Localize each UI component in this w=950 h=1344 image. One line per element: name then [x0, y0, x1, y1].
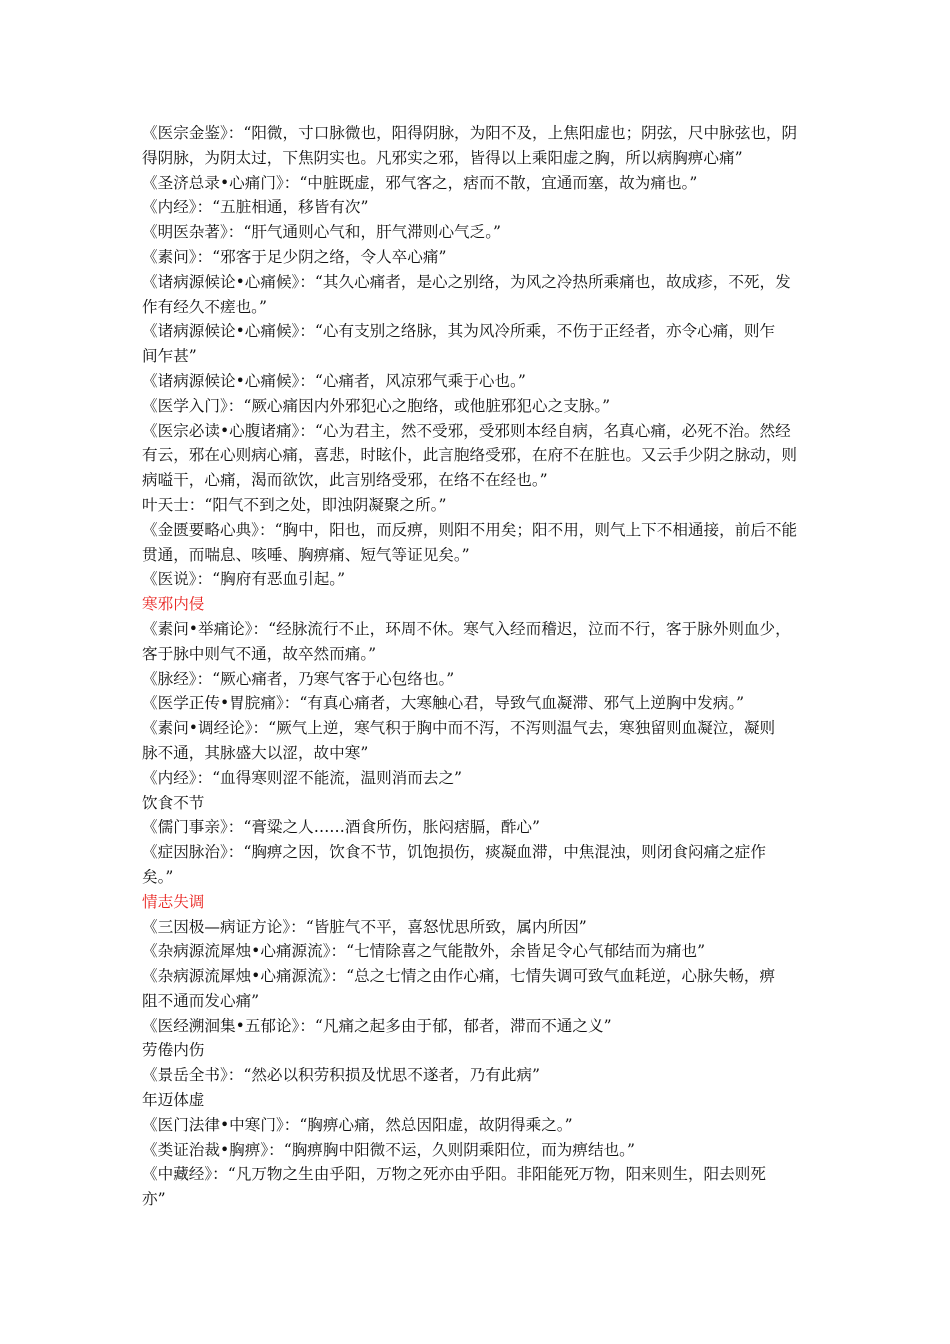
quote-line: 《医门法律•中寒门》：“胸痹心痛，然总因阳虚，故阴得乘之。” — [142, 1115, 573, 1134]
quote-line: 矣。” — [142, 867, 174, 886]
quote-paragraph — [142, 171, 810, 196]
quote-paragraph — [142, 419, 810, 493]
quote-line: 《圣济总录•心痛门》：“中脏既虚，邪气客之，痞而不散，宜通而塞，故为痛也。” — [142, 173, 698, 192]
quote-paragraph — [142, 195, 810, 220]
quote-line: 作有经久不瘥也。” — [142, 297, 267, 316]
quote-line: 《诸病源候论•心痛候》：“其久心痛者，是心之别络，为风之冷热所乘痛也，故成疹，不死，发 — [142, 272, 791, 291]
quote-line: 《医学入门》：“厥心痛因内外邪犯心之胞络，或他脏邪犯心之支脉。” — [142, 396, 611, 415]
quote-paragraph — [142, 319, 810, 369]
quote-line: 《三因极—病证方论》：“皆脏气不平，喜怒忧思所致，属内所因” — [142, 917, 587, 936]
quote-line: 《素问•调经论》：“厥气上逆，寒气积于胸中而不泻，不泻则温气去，寒独留则血凝泣，凝则 — [142, 719, 776, 738]
quote-paragraph — [142, 245, 810, 270]
section-heading — [142, 592, 810, 617]
quote-paragraph — [142, 617, 810, 667]
quote-line: 《明医杂著》：“肝气通则心气和，肝气滞则心气乏。” — [142, 223, 502, 242]
quote-line: 《中藏经》：“凡万物之生由乎阳，万物之死亦由乎阳。非阳能死万物，阳来则生，阳去则死 — [142, 1165, 766, 1184]
quote-line: 《医经溯洄集•五郁论》：“凡痛之起多由于郁，郁者，滞而不通之义” — [142, 1016, 612, 1035]
heading-text: 情志失调 — [142, 892, 205, 911]
quote-line: 贯通，而喘息、咳唾、胸痹痛、短气等证见矣。” — [142, 545, 470, 564]
quote-line: 《素问•举痛论》：“经脉流行不止，环周不休。寒气入经而稽迟，泣而不行，客于脉外则血少， — [142, 619, 791, 638]
quote-paragraph — [142, 369, 810, 394]
quote-line: 《内经》：“血得寒则涩不能流，温则消而去之” — [142, 768, 463, 787]
quote-paragraph — [142, 716, 810, 766]
quote-paragraph — [142, 1063, 810, 1088]
heading-text: 饮食不节 — [142, 793, 205, 812]
quote-paragraph — [142, 1162, 810, 1212]
quote-line: 《景岳全书》：“然必以积劳积损及忧思不遂者，乃有此病” — [142, 1066, 540, 1085]
quote-paragraph — [142, 518, 810, 568]
quote-line: 《类证治裁•胸痹》：“胸痹胸中阳微不运，久则阴乘阳位，而为痹结也。” — [142, 1140, 635, 1159]
section-heading — [142, 791, 810, 816]
quote-paragraph — [142, 815, 810, 840]
quote-paragraph — [142, 1138, 810, 1163]
section-heading — [142, 890, 810, 915]
quote-line: 《诸病源候论•心痛候》：“心有支别之络脉，其为风冷所乘，不伤于正经者，亦令心痛，则乍 — [142, 322, 776, 341]
quote-line: 叶天士：“阳气不到之处，即浊阴凝聚之所。” — [142, 495, 447, 514]
quote-paragraph — [142, 493, 810, 518]
quote-paragraph — [142, 220, 810, 245]
quote-line: 《症因脉治》：“胸痹之因，饮食不节，饥饱损伤，痰凝血滞，中焦混浊，则闭食闷痛之症作 — [142, 843, 766, 862]
quote-line: 间乍甚” — [142, 347, 197, 366]
quote-paragraph — [142, 667, 810, 692]
quote-paragraph — [142, 1014, 810, 1039]
quote-paragraph — [142, 567, 810, 592]
quote-line: 《儒门事亲》：“膏粱之人……酒食所伤，胀闷痞膈，酢心” — [142, 818, 540, 837]
quote-line: 亦” — [142, 1190, 166, 1209]
quote-line: 《杂病源流犀烛•心痛源流》：“七情除喜之气能散外，余皆足令心气郁结而为痛也” — [142, 942, 706, 961]
quote-line: 《金匮要略心典》：“胸中，阳也，而反痹，则阳不用矣；阳不用，则气上下不相通接，前后不能 — [142, 520, 798, 539]
quote-line: 脉不通，其脉盛大以涩，故中寒” — [142, 743, 369, 762]
quote-line: 有云，邪在心则病心痛，喜悲，时眩仆，此言胞络受邪，在府不在脏也。又云手少阴之脉动，则 — [142, 446, 797, 465]
quote-paragraph — [142, 270, 810, 320]
quote-line: 《脉经》：“厥心痛者，乃寒气客于心包络也。” — [142, 669, 455, 688]
quote-line: 得阴脉，为阴太过，下焦阴实也。凡邪实之邪，皆得以上乘阳虚之胸，所以病胸痹心痛” — [142, 148, 743, 167]
quote-paragraph — [142, 394, 810, 419]
heading-text: 年迈体虚 — [142, 1091, 205, 1110]
quote-paragraph — [142, 840, 810, 890]
quote-line: 《医宗金鉴》：“阳微，寸口脉微也，阳得阴脉，为阳不及，上焦阳虚也；阴弦，尺中脉弦也，阴 — [142, 124, 798, 142]
quote-paragraph — [142, 121, 810, 171]
quote-line: 《诸病源候论•心痛候》：“心痛者，风凉邪气乘于心也。” — [142, 371, 526, 390]
document-body — [142, 121, 810, 1212]
section-heading — [142, 1038, 810, 1063]
quote-line: 《杂病源流犀烛•心痛源流》：“总之七情之由作心痛，七情失调可致气血耗逆，心脉失畅，痹 — [142, 967, 776, 986]
quote-paragraph — [142, 691, 810, 716]
quote-line: 《医学正传•胃脘痛》：“有真心痛者，大寒触心君，导致气血凝滞、邪气上逆胸中发病。” — [142, 694, 745, 713]
quote-line: 阻不通而发心痛” — [142, 991, 260, 1010]
section-heading — [142, 1088, 810, 1113]
quote-line: 《医说》：“胸府有恶血引起。” — [142, 570, 346, 589]
heading-text: 寒邪内侵 — [142, 595, 205, 614]
quote-line: 客于脉中则气不通，故卒然而痛。” — [142, 644, 377, 663]
quote-paragraph — [142, 915, 810, 940]
quote-line: 《素问》：“邪客于足少阴之络，令人卒心痛” — [142, 247, 447, 266]
quote-paragraph — [142, 1113, 810, 1138]
quote-paragraph — [142, 939, 810, 964]
quote-paragraph — [142, 964, 810, 1014]
heading-text: 劳倦内伤 — [142, 1041, 205, 1060]
quote-paragraph — [142, 766, 810, 791]
quote-line: 《医宗必读•心腹诸痛》：“心为君主，然不受邪，受邪则本经自病，名真心痛，必死不治。然经 — [142, 421, 791, 440]
quote-line: 《内经》：“五脏相通，移皆有次” — [142, 198, 369, 217]
quote-line: 病嗌干，心痛，渴而欲饮，此言别络受邪，在络不在经也。” — [142, 471, 548, 490]
